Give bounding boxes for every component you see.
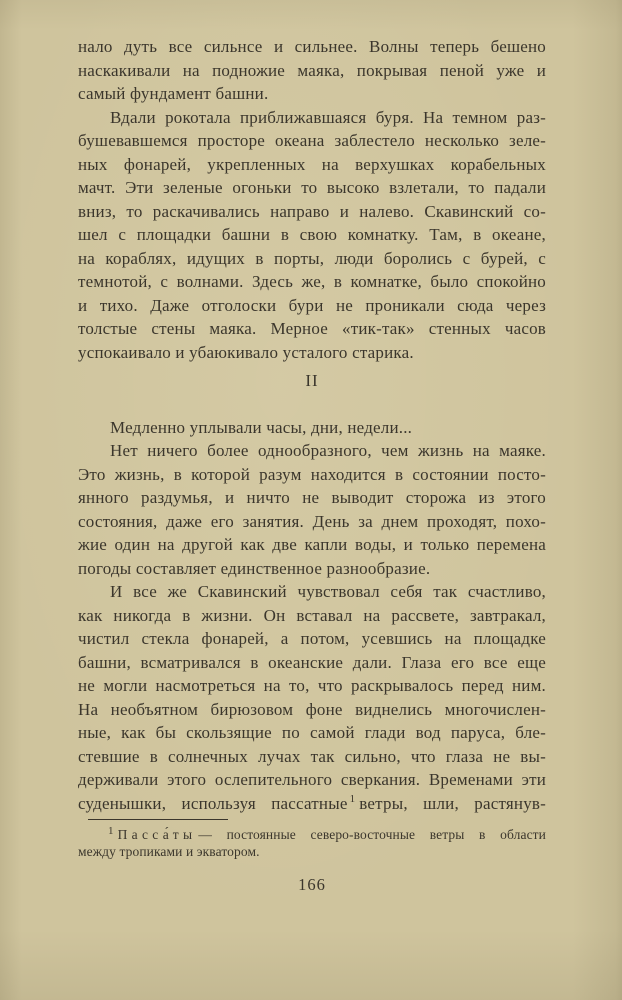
paragraph-monotony [78,439,546,580]
text-line: толстые стены маяка. Мерное «тик-так» стенных часов [78,319,546,338]
text-line: Это жизнь, в которой разум находится в состоянии посто- [78,464,546,484]
paragraph-continuation [78,35,546,106]
text-line: и тихо. Даже отголоски бури не проникали сюда через [78,295,546,315]
text-line: шел с площадки башни в свою комнатку. Там, в океане, [78,225,546,244]
text-line: не могли насмотреться на то, что раскрывалось перед ним. [78,676,546,695]
text-line: бушевавшемся просторе океана заблестело несколько зеле- [78,131,546,150]
text-line: мачт. Эти зеленые огоньки то высоко взлетали, то падали [78,178,546,197]
text-line: держивали этого ослепительного сверкания. Временами эти [78,770,546,789]
text-line: наскакивали на подножие маяка, покрывая пеной уже и [78,60,546,80]
footnote-line: между тропиками и экватором. [78,844,260,859]
text-line: нало дуть все сильнсе и сильнее. Волны теперь бешено [78,37,546,56]
text-line: самый фундамент башни. [78,84,269,103]
text-line: погоды составляет единственное разнообразие. [78,558,431,578]
text-line: темнотой, с волнами. Здесь же, в комнатке, было спокойно [78,272,546,291]
text-line: вниз, то раскачивались направо и налево. Скавинский со- [78,201,546,221]
text-line: как никогда в жизни. Он вставал на рассвете, завтракал, [78,605,546,625]
footnote-text: — постоянные северо-восточные ветры в области [198,827,546,842]
text-line: ные, как бы скользящие по самой глади вод паруса, бле- [78,723,546,742]
text-line: ных фонарей, укрепленных на верхушках корабельных [78,154,546,174]
text-line: чистил стекла фонарей, а потом, усевшись на площадке [78,629,546,648]
section-heading: II [305,371,319,390]
text-line: стевшие в солнечных лучах так сильно, что глаза не вы- [78,746,546,766]
text-line: жие один на другой как две капли воды, и только перемена [78,535,546,554]
text-line: Вдали рокотала приближавшаяся буря. На темном раз- [110,107,546,127]
text-line: башни, всматривался в океанские дали. Глаза его все еще [78,652,546,672]
text-line: Нет ничего более однообразного, чем жизнь на маяке. [110,441,546,460]
footnote-term: Пасса́ты [117,827,197,842]
text-line: успокаивало и убаюкивало усталого старика. [78,342,414,362]
text-line: На необъятном бирюзовом фоне виднелись многочислен- [78,699,546,719]
text-segment: суденышки, используя пассатные [78,793,348,813]
footnote-separator [88,819,228,820]
text-line-with-footnote-ref [78,792,546,816]
page-text-block [78,35,546,897]
text-line: состояния, даже его занятия. День за днем проходят, похо- [78,511,546,531]
footnote-block [78,819,546,860]
footnote-reference-mark: 1 [349,792,356,805]
text-line: янного раздумья, и ничто не выводит сторожа из этого [78,488,546,507]
text-segment: ветры, шли, растянув- [359,793,546,813]
text-line: И все же Скавинский чувствовал себя так счастливо, [110,582,546,601]
paragraph-time-passing [78,416,546,440]
paragraph-storm [78,106,546,365]
text-line: Медленно уплывали часы, дни, недели... [110,417,413,437]
text-line: на кораблях, идущих в порты, люди боролись с бурей, с [78,248,546,268]
footnote-marker: 1 [108,824,114,837]
page-number: 166 [298,875,326,894]
paragraph-happiness [78,580,546,815]
footnote-line [78,826,546,843]
